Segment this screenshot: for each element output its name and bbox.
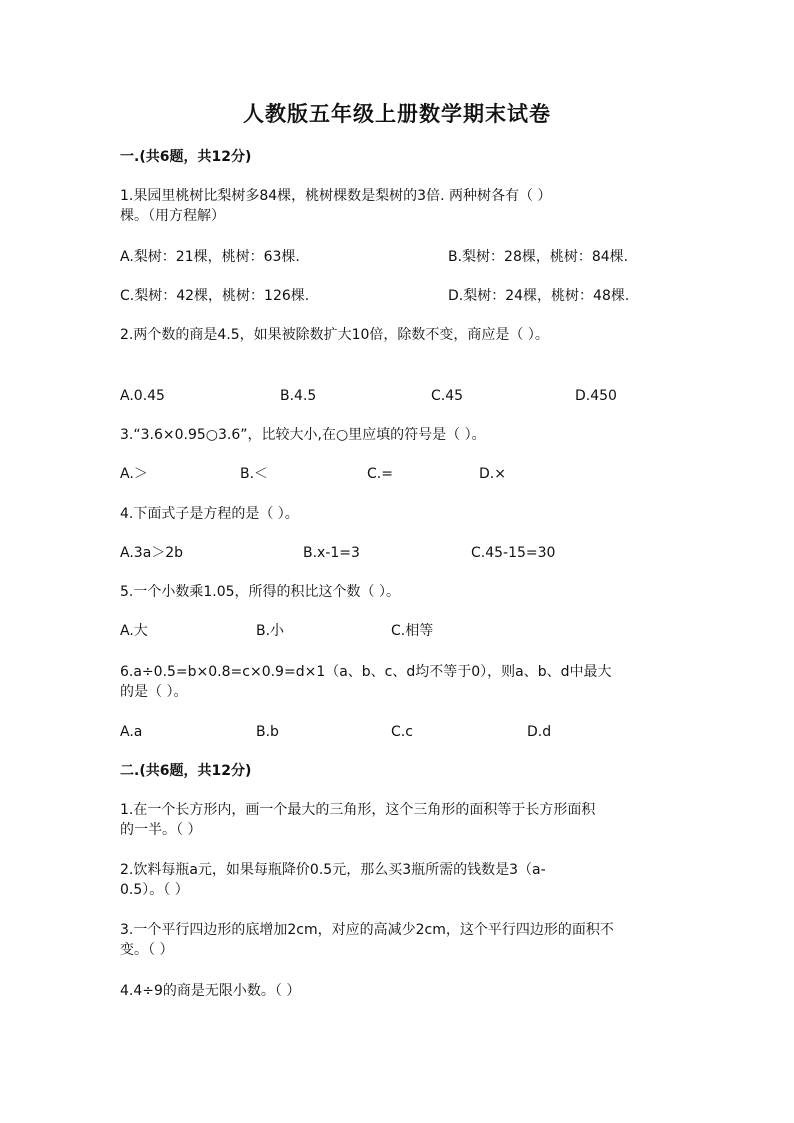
- q1-3-line-1: 3.“3.6×0.95○3.6”，比较大小,在○里应填的符号是（ ）。: [120, 427, 486, 443]
- q1-1-line-2: 棵。（用方程解）: [120, 208, 225, 224]
- q2-3-line-1: 3.一个平行四边形的底增加2cm，对应的高减少2cm，这个平行四边形的面积不: [120, 922, 614, 938]
- q1-4-option-b: B.x-1=3: [303, 545, 360, 561]
- q1-1-line-1: 1.果园里桃树比梨树多84棵，桃树棵数是梨树的3倍. 两种树各有（ ）: [120, 188, 552, 204]
- exam-title: 人教版五年级上册数学期末试卷: [243, 101, 551, 126]
- q1-4-option-c: C.45-15=30: [471, 545, 556, 561]
- q1-4-line-1: 4.下面式子是方程的是（ ）。: [120, 506, 299, 522]
- q1-6-line-2: 的是（ ）。: [120, 684, 188, 700]
- q1-6-option-d: D.d: [527, 724, 552, 740]
- q1-3-option-c: C.=: [367, 466, 393, 482]
- q1-3-option-a: A.＞: [120, 466, 148, 482]
- q1-2-option-b: B.4.5: [280, 388, 317, 404]
- q2-3-line-2: 变。（ ）: [120, 942, 174, 958]
- q2-2-line-1: 2.饮料每瓶a元，如果每瓶降价0.5元，那么买3瓶所需的钱数是3（a-: [120, 862, 546, 878]
- q1-6-line-1: 6.a÷0.5=b×0.8=c×0.9=d×1（a、b、c、d均不等于0），则a、b、d中最大: [120, 664, 612, 680]
- q1-1-options-row-1: [120, 247, 680, 267]
- q1-5-option-b: B.小: [256, 623, 285, 639]
- q1-3-options: [120, 464, 680, 484]
- q2-4-line-1: 4.4÷9的商是无限小数。（ ）: [120, 983, 301, 999]
- q1-3-option-b: B.＜: [240, 466, 269, 482]
- q2-2-line-2: 0.5）。（ ）: [120, 882, 189, 898]
- q2-1-line-2: 的一半。（ ）: [120, 822, 202, 838]
- section-1-heading: 一.(共6题，共12分): [120, 149, 252, 165]
- q1-4-option-a: A.3a＞2b: [120, 545, 184, 561]
- section-2-heading: 二.(共6题，共12分): [120, 763, 252, 779]
- q1-5-line-1: 5.一个小数乘1.05，所得的积比这个数（ ）。: [120, 584, 400, 600]
- q1-2-option-a: A.0.45: [120, 388, 165, 404]
- q1-6-option-c: C.c: [391, 724, 413, 740]
- q1-5-option-c: C.相等: [391, 623, 434, 639]
- q1-2-option-c: C.45: [431, 388, 464, 404]
- q1-1-option-c: C.梨树：42棵，桃树：126棵.: [120, 288, 310, 304]
- q1-6-option-a: A.a: [120, 724, 143, 740]
- q1-3-option-d: D.×: [479, 466, 506, 482]
- q1-2-options: [120, 386, 680, 406]
- q1-5-options: [120, 621, 680, 641]
- q1-2-option-d: D.450: [575, 388, 617, 404]
- q1-6-option-b: B.b: [256, 724, 279, 740]
- q1-1-option-b: B.梨树：28棵，桃树：84棵.: [448, 249, 629, 265]
- q1-6-options: [120, 722, 680, 742]
- q1-4-options: [120, 543, 680, 563]
- q1-1-option-a: A.梨树：21棵，桃树：63棵.: [120, 249, 300, 265]
- q2-1-line-1: 1.在一个长方形内，画一个最大的三角形，这个三角形的面积等于长方形面积: [120, 802, 596, 818]
- q1-1-options-row-2: [120, 286, 680, 306]
- q1-1-option-d: D.梨树：24棵，桃树：48棵.: [448, 288, 630, 304]
- q1-5-option-a: A.大: [120, 623, 148, 639]
- q1-2-line-1: 2.两个数的商是4.5，如果被除数扩大10倍，除数不变，商应是（ ）。: [120, 327, 549, 343]
